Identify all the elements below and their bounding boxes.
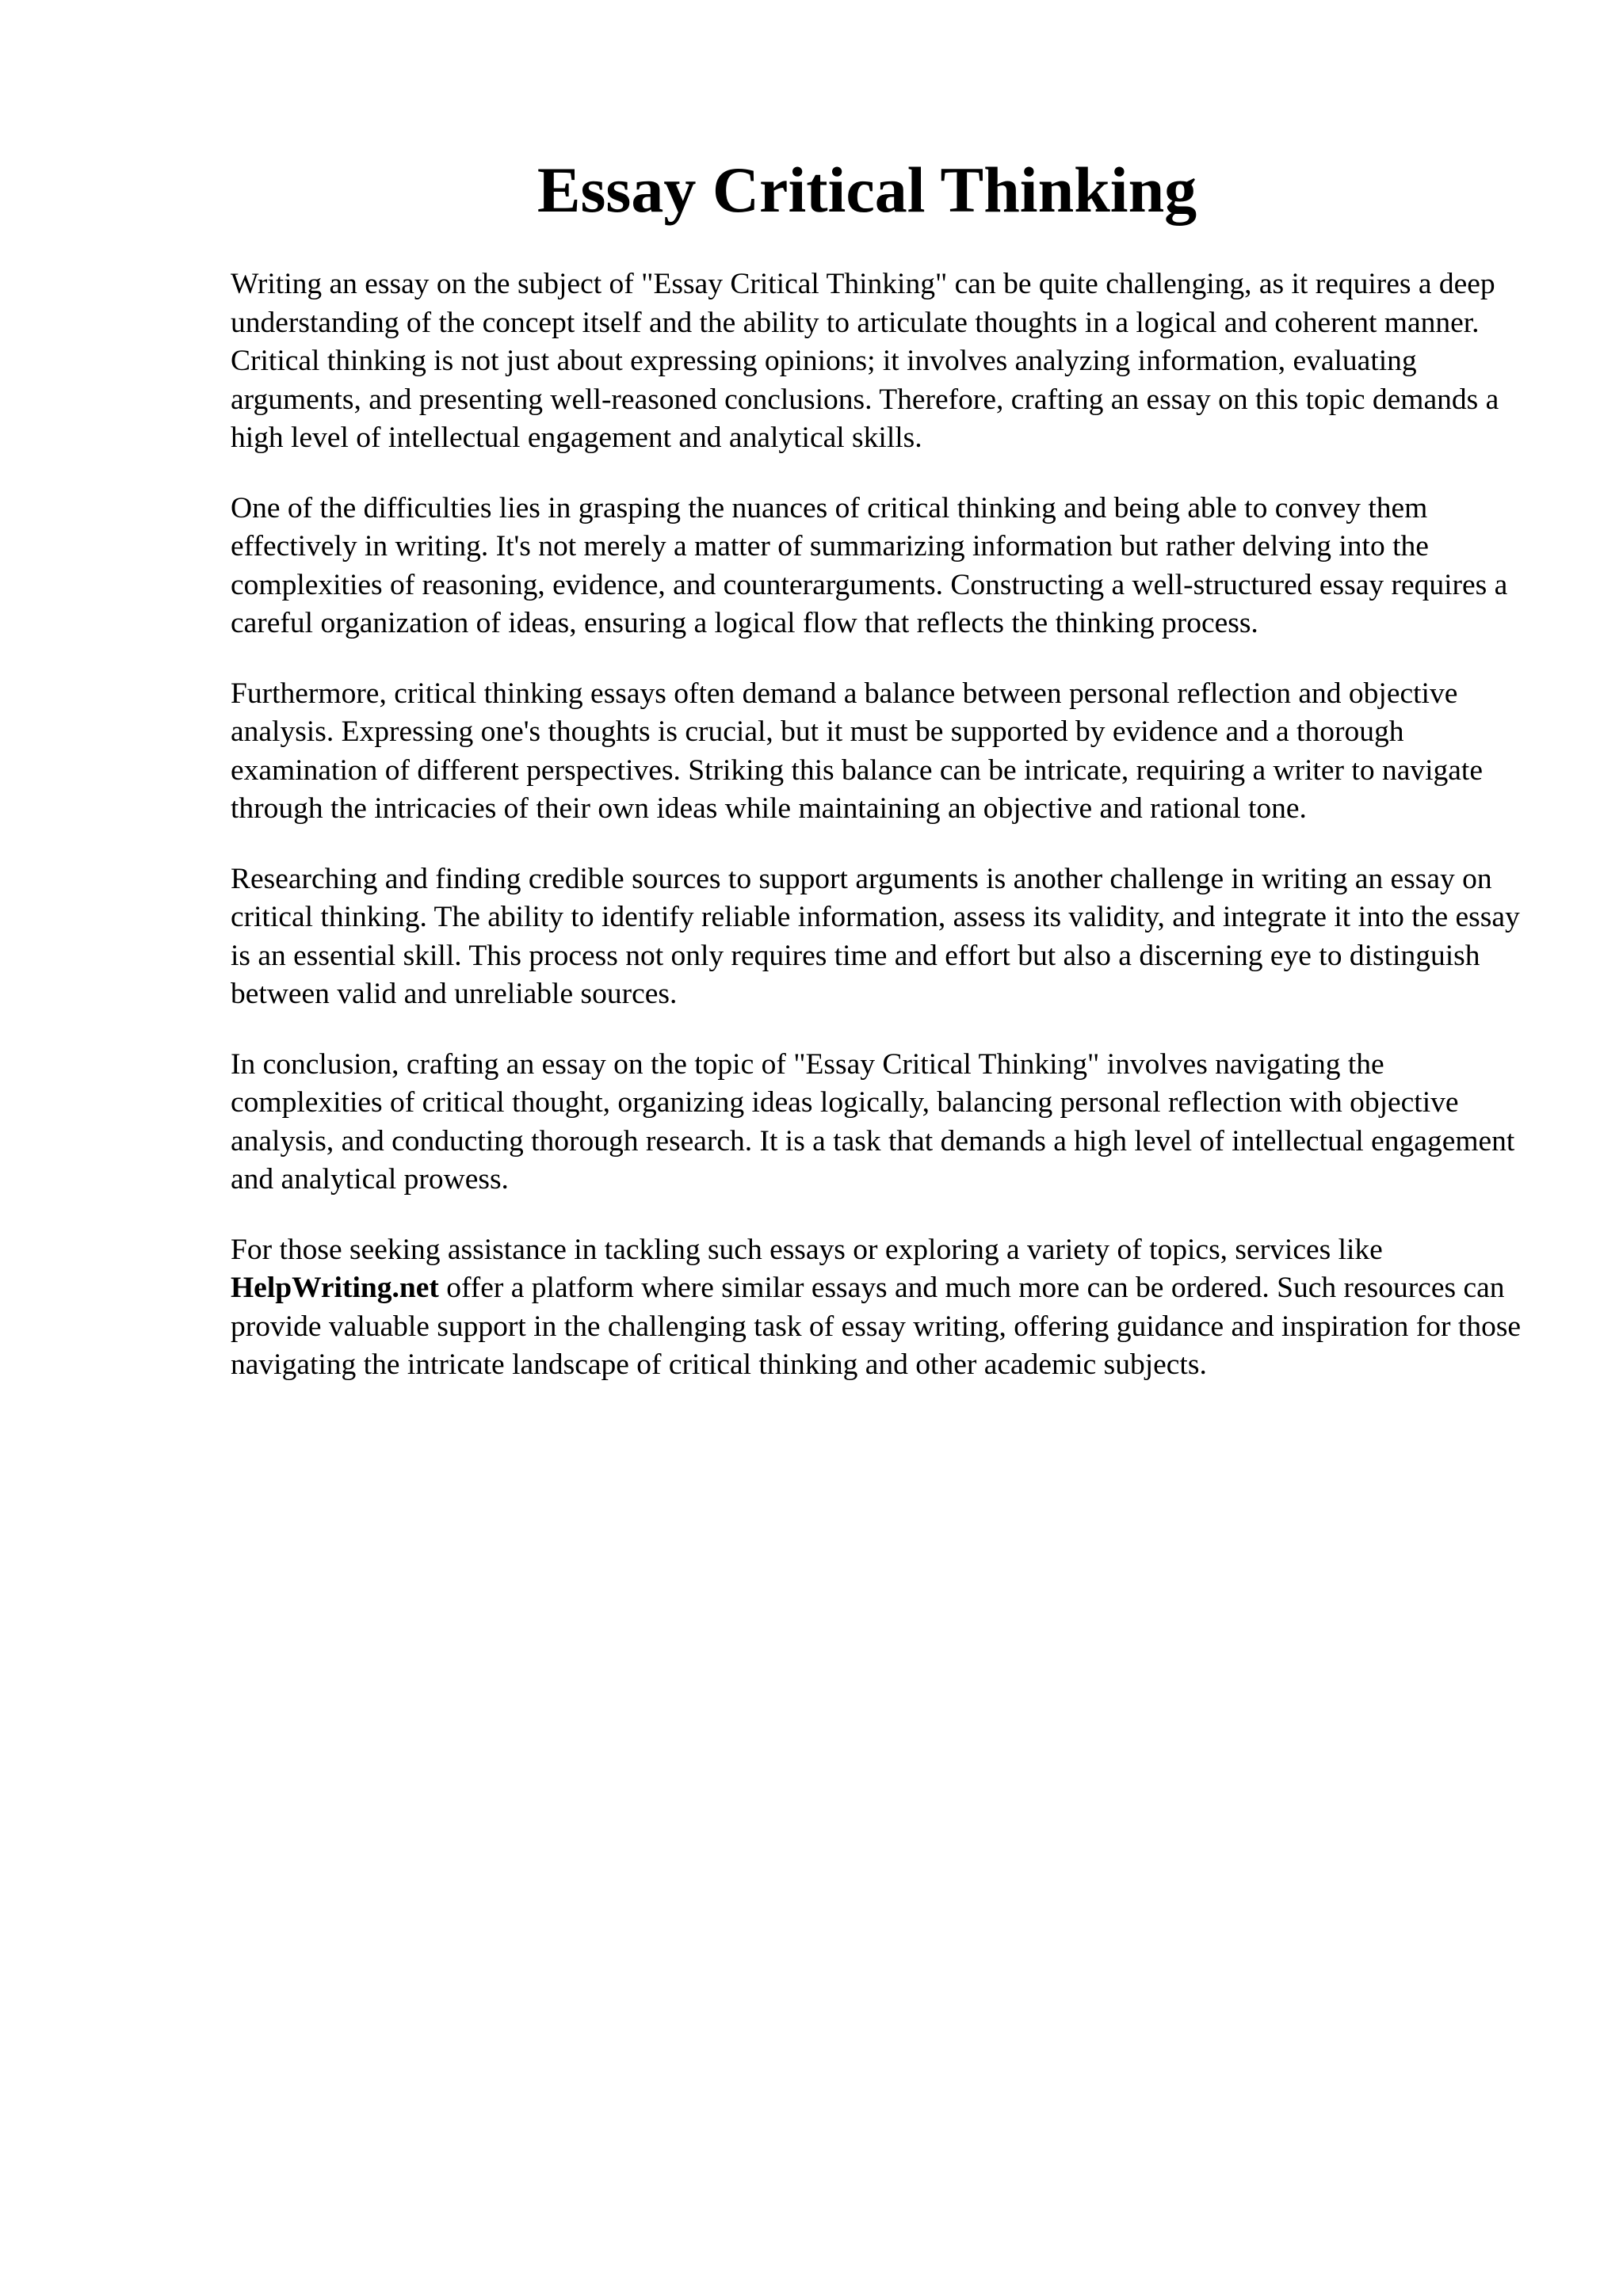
paragraph-3: Furthermore, critical thinking essays often demand a balance between personal reflection and objective analysis. Expressing one's thoughts is crucial, but it must be supported by evidence and a thorough examination of different perspectives. Striking this balance can be intricate, requiring a writer to navigate through the intricacies of their own ideas while maintaining an objective and rational tone. xyxy=(231,677,1483,825)
paragraph-1: Writing an essay on the subject of "Essay Critical Thinking" can be quite challenging, as it requires a deep understanding of the concept itself and the ability to articulate thoughts in a logical and coherent manner. Critical thinking is not just about expressing opinions; it involves analyzing information, evaluating arguments, and presenting well-reasoned conclusions. Therefore, crafting an essay on this topic demands a high level of intellectual engagement and analytical skills. xyxy=(231,268,1499,454)
paragraph-6 xyxy=(231,1231,1522,1385)
essay-body xyxy=(231,265,1522,1417)
page-title: Essay Critical Thinking xyxy=(537,154,1197,226)
paragraph-6-rest: offer a platform where similar essays and much more can be ordered. Such resources can provide valuable support in the challenging task of essay writing, offering guidance and inspiration for those navigating the intricate landscape of critical thinking and other academic subjects. xyxy=(231,1272,1522,1381)
helpwriting-link[interactable]: HelpWriting.net xyxy=(231,1272,439,1304)
paragraph-4: Researching and finding credible sources to support arguments is another challenge in writing an essay on critical thinking. The ability to identify reliable information, assess its validity, and integrate it into the essay is an essential skill. This process not only requires time and effort but also a discerning eye to distinguish between valid and unreliable sources. xyxy=(231,862,1520,1010)
paragraph-5: In conclusion, crafting an essay on the topic of "Essay Critical Thinking" involves navigating the complexities of critical thought, organizing ideas logically, balancing personal reflection with objective analysis, and conducting thorough research. It is a task that demands a high level of intellectual engagement and analytical prowess. xyxy=(231,1047,1515,1196)
paragraph-6-lead: For those seeking assistance in tackling such essays or exploring a variety of topics, services like xyxy=(231,1233,1383,1266)
paragraph-2: One of the difficulties lies in grasping the nuances of critical thinking and being able to convey them effectively in writing. It's not merely a matter of summarizing information but rather delving into the complexities of reasoning, evidence, and counterarguments. Constructing a well-structured essay requires a careful organization of ideas, ensuring a logical flow that reflects the thinking process. xyxy=(231,491,1508,639)
